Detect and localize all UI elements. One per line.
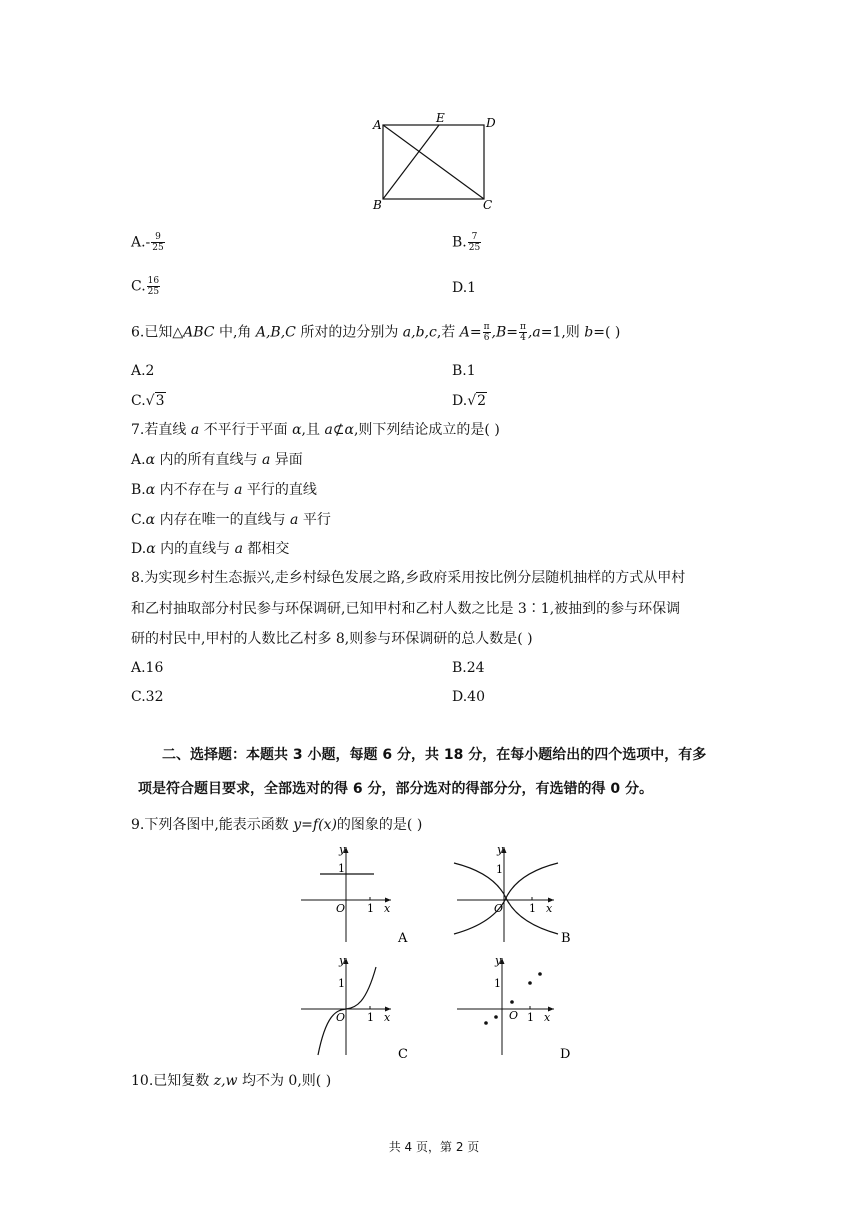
q8-option-d: D.40 [452,689,485,705]
svg-text:1: 1 [338,862,345,875]
svg-text:O: O [509,1009,519,1022]
graph-c [296,955,416,1063]
q9-stem: 9.下列各图中,能表示函数 y=f(x)的图象的是( ) [131,817,423,833]
q6-option-c: C.√3 [131,393,165,409]
section-2-line-1: 二、选择题：本题共 3 小题，每题 6 分，共 18 分，在每小题给出的四个选项中，有多 [162,747,707,763]
q8-option-a: A.16 [131,660,164,676]
graph-d-label: D [560,1047,571,1062]
svg-text:1: 1 [529,902,536,915]
section-2-line-2: 项是符合题目要求，全部选对的得 6 分，部分选对的得部分分，有选错的得 0 分。 [138,781,653,797]
svg-text:O: O [494,902,504,915]
graph-c-label: C [398,1047,408,1062]
label-A: A [373,118,382,132]
section-2-heading [138,738,738,806]
graph-b-label: B [561,931,571,946]
svg-text:1: 1 [338,977,345,990]
q8-option-c: C.32 [131,689,164,705]
svg-text:y: y [497,843,504,856]
q8-option-b: B.24 [452,660,485,676]
svg-text:x: x [384,1011,391,1024]
svg-text:y: y [495,954,502,967]
q7-option-d: D.α 内的直线与 a 都相交 [131,541,290,557]
q5-option-a: A.- $\frac{9}{25}$ [131,232,164,253]
svg-text:y: y [339,843,346,856]
graph-b [454,842,579,947]
svg-text:x: x [544,1011,551,1024]
label-D: D [486,116,496,130]
graph-a-label: A [398,931,408,946]
svg-text:x: x [384,902,391,915]
q7-option-b: B.α 内不存在与 a 平行的直线 [131,482,317,498]
q6-option-d: D.√2 [452,393,487,409]
q7-stem: 7.若直线 a 不平行于平面 α,且 a⊄α,则下列结论成立的是( ) [131,422,500,438]
q6-stem: 6.已知△ABC 中,角 A,B,C 所对的边分别为 a,b,c,若 A= $\frac{\pi}{6}$ ,B= $\frac{\pi}{4}$ ,a=1,则 b=( ) [131,322,621,343]
q6-option-b: B.1 [452,363,476,379]
rectangle-figure [372,111,502,214]
page-footer: 共 4 页，第 2 页 [388,1140,480,1154]
svg-text:x: x [546,902,553,915]
label-E: E [436,111,445,125]
q5-option-d: D.1 [452,280,477,296]
q8-line-2: 和乙村抽取部分村民参与环保调研,已知甲村和乙村人数之比是 3∶1,被抽到的参与环保调 [131,601,681,617]
label-B: B [373,198,382,212]
graph-a [296,842,416,947]
svg-text:1: 1 [496,863,503,876]
label-C: C [483,198,493,212]
q8-line-1: 8.为实现乡村生态振兴,走乡村绿色发展之路,乡政府采用按比例分层随机抽样的方式从甲村 [131,570,686,586]
q10-stem: 10.已知复数 z,w 均不为 0,则( ) [131,1073,332,1089]
q8-line-3: 研的村民中,甲村的人数比乙村多 8,则参与环保调研的总人数是( ) [131,631,533,647]
svg-text:1: 1 [367,902,374,915]
svg-text:1: 1 [494,977,501,990]
svg-text:1: 1 [367,1011,374,1024]
svg-text:1: 1 [527,1011,534,1024]
q5-option-c: C. $\frac{16}{25}$ [131,276,160,297]
svg-text:O: O [336,902,346,915]
svg-text:O: O [336,1011,346,1024]
q7-option-c: C.α 内存在唯一的直线与 a 平行 [131,512,331,528]
q7-option-a: A.α 内的所有直线与 a 异面 [131,452,303,468]
q5-option-b: B. $\frac{7}{25}$ [452,232,481,253]
graph-d [454,955,579,1063]
svg-text:y: y [339,954,346,967]
q6-option-a: A.2 [131,363,155,379]
